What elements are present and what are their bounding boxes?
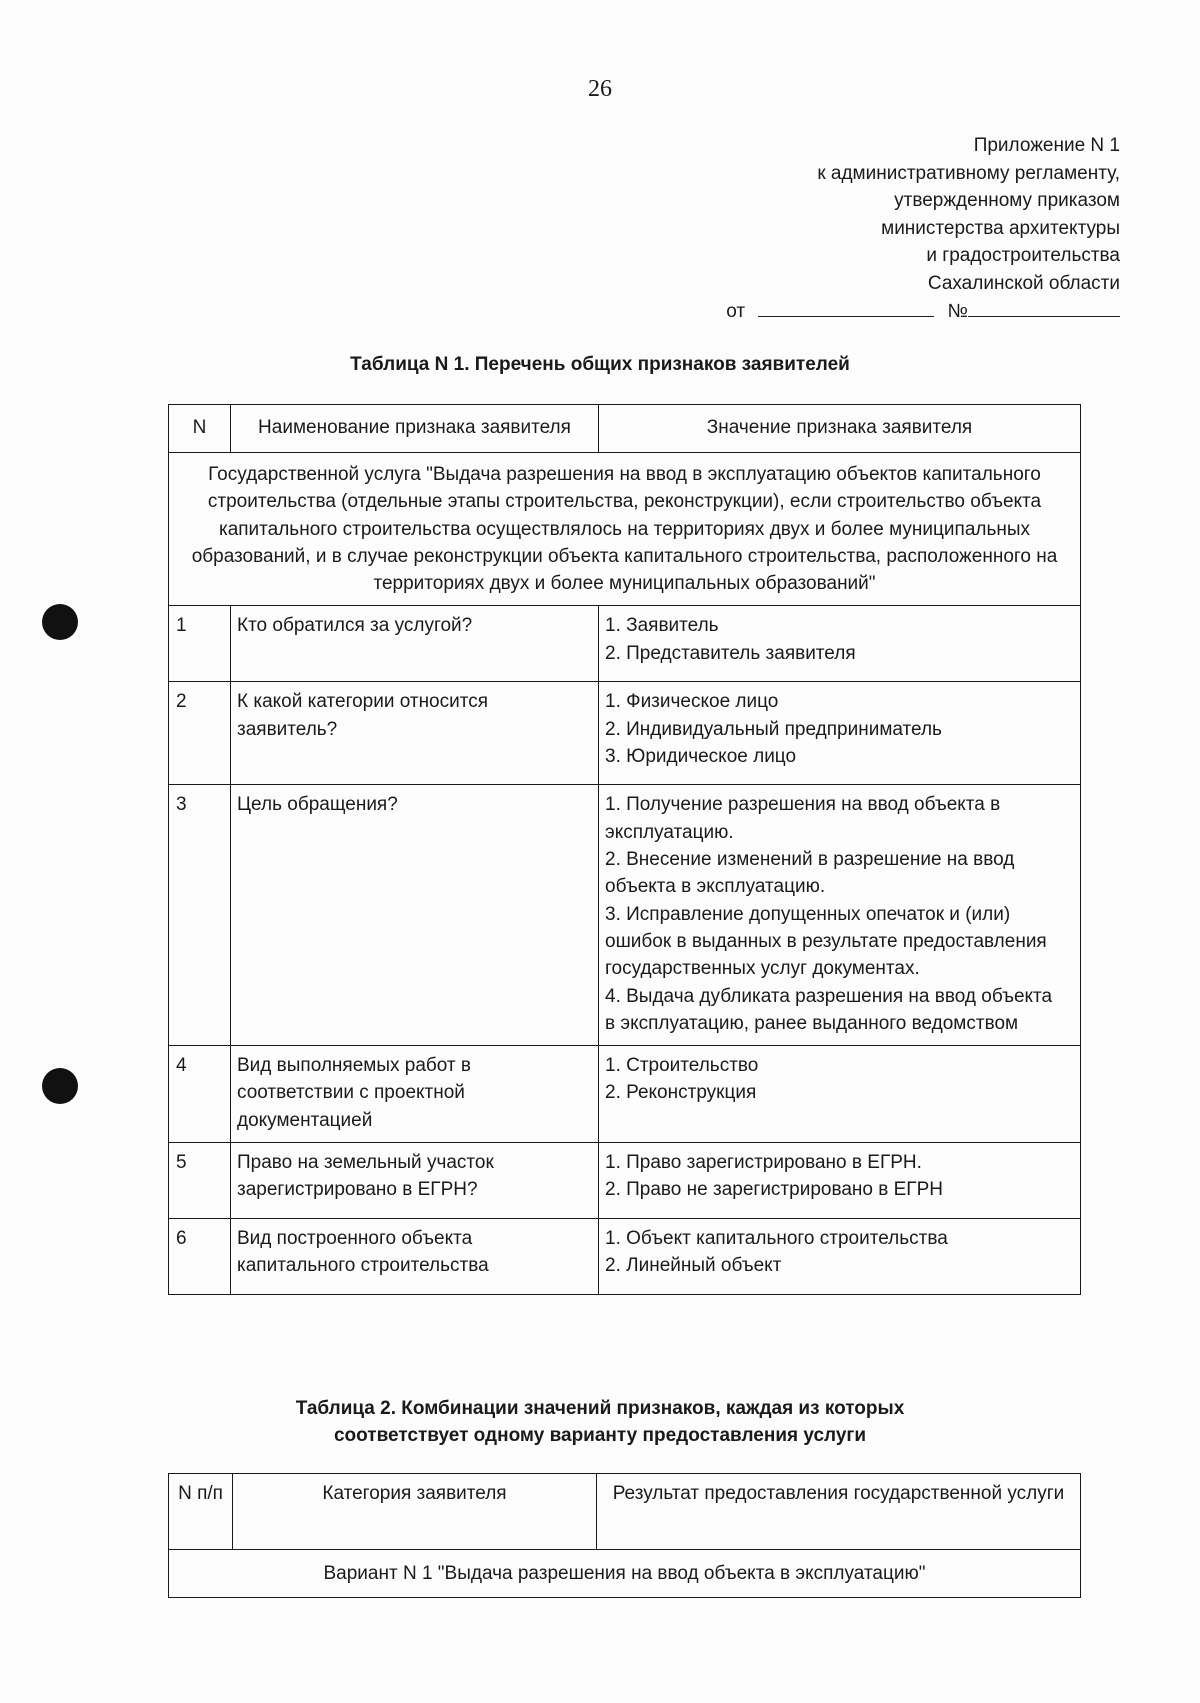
row-number: 5 xyxy=(169,1143,231,1219)
row-number: 3 xyxy=(169,785,231,1046)
column-header-attribute-name: Наименование признака заявителя xyxy=(231,405,599,453)
variant-row xyxy=(169,1550,1081,1598)
table-row xyxy=(169,1143,1081,1219)
table-row xyxy=(169,785,1081,1046)
service-title: Государственной услуга "Выдача разрешения на ввод в эксплуатацию объектов капитального строительства (отдельные этапы строительства, реконструкции), если строительство объекта капитального строительства осуществлялось на территориях двух и более муниципальных образований, и в случае реконструкции объекта капитального строительства, расположенного на территориях двух и более муниципальных образований" xyxy=(169,453,1081,606)
attribute-values xyxy=(599,1143,1081,1219)
table2-caption-line: Таблица 2. Комбинации значений признаков, каждая из которых xyxy=(295,1398,905,1419)
appendix-line: Сахалинской области xyxy=(927,272,1120,294)
attribute-values xyxy=(599,606,1081,682)
table-row xyxy=(169,606,1081,682)
attribute-value: 1. Строительство xyxy=(605,1055,759,1077)
from-label: от xyxy=(726,301,746,322)
table-row xyxy=(169,1046,1081,1143)
appendix-line: и градостроительства xyxy=(926,245,1120,266)
column-header-service-result: Результат предоставления государственной услуги xyxy=(597,1474,1081,1550)
attribute-values xyxy=(599,1046,1081,1143)
attribute-value: 2. Индивидуальный предприниматель xyxy=(605,718,942,740)
punch-hole xyxy=(42,1068,78,1104)
attribute-value: 1. Право зарегистрировано в ЕГРН. xyxy=(605,1152,922,1174)
number-blank xyxy=(968,315,1120,317)
table-row xyxy=(169,682,1081,785)
attribute-value: 1. Получение разрешения на ввод объекта в эксплуатацию. xyxy=(605,794,1001,843)
row-number: 1 xyxy=(169,606,231,682)
number-label: № xyxy=(947,301,968,322)
page-number: 26 xyxy=(588,76,612,102)
table2-caption xyxy=(0,1395,1200,1449)
appendix-line: Приложение N 1 xyxy=(973,135,1120,156)
table1-caption: Таблица N 1. Перечень общих признаков заявителей xyxy=(350,354,850,375)
attribute-value: 3. Исправление допущенных опечаток и (или) ошибок в выданных в результате предоставления государственных услуг документах. xyxy=(605,903,1047,980)
attribute-name: Право на земельный участок зарегистрировано в ЕГРН? xyxy=(231,1143,599,1219)
appendix-line: министерства архитектуры xyxy=(881,217,1120,239)
attribute-value: 2. Линейный объект xyxy=(605,1255,782,1277)
attribute-value: 2. Реконструкция xyxy=(605,1082,757,1104)
attribute-name: Кто обратился за услугой? xyxy=(231,606,599,682)
appendix-header xyxy=(600,132,1120,326)
variant-title: Вариант N 1 "Выдача разрешения на ввод объекта в эксплуатацию" xyxy=(169,1550,1081,1598)
attribute-name: Цель обращения? xyxy=(231,785,599,1046)
column-header-applicant-category: Категория заявителя xyxy=(233,1474,597,1550)
table-value-combinations xyxy=(168,1473,1081,1598)
attribute-name: Вид построенного объекта капитального строительства xyxy=(231,1219,599,1295)
date-blank xyxy=(758,315,934,317)
attribute-values xyxy=(599,682,1081,785)
attribute-values xyxy=(599,785,1081,1046)
table-applicant-attributes xyxy=(168,404,1081,1295)
attribute-value: 2. Представитель заявителя xyxy=(605,642,856,664)
column-header-number: N xyxy=(169,405,231,453)
punch-hole xyxy=(42,604,78,640)
table-header-row xyxy=(169,1474,1081,1550)
date-number-line xyxy=(600,298,1120,326)
attribute-value: 1. Физическое лицо xyxy=(605,691,779,713)
attribute-values xyxy=(599,1219,1081,1295)
attribute-name: Вид выполняемых работ в соответствии с проектной документацией xyxy=(231,1046,599,1143)
row-number: 4 xyxy=(169,1046,231,1143)
column-header-attribute-value: Значение признака заявителя xyxy=(599,405,1081,453)
attribute-value: 1. Заявитель xyxy=(605,615,719,637)
row-number: 6 xyxy=(169,1219,231,1295)
row-number: 2 xyxy=(169,682,231,785)
attribute-value: 4. Выдача дубликата разрешения на ввод объекта в эксплуатацию, ранее выданного ведомством xyxy=(605,985,1053,1034)
attribute-value: 2. Право не зарегистрировано в ЕГРН xyxy=(605,1179,943,1201)
column-header-number: N п/п xyxy=(169,1474,233,1550)
table2-caption-line: соответствует одному варианту предоставления услуги xyxy=(333,1425,867,1446)
table-row xyxy=(169,1219,1081,1295)
attribute-value: 1. Объект капитального строительства xyxy=(605,1228,948,1250)
service-title-row xyxy=(169,453,1081,606)
attribute-value: 2. Внесение изменений в разрешение на ввод объекта в эксплуатацию. xyxy=(605,849,1015,898)
table-header-row xyxy=(169,405,1081,453)
appendix-line: к административному регламенту, xyxy=(817,162,1120,184)
attribute-value: 3. Юридическое лицо xyxy=(605,746,797,768)
attribute-name: К какой категории относится заявитель? xyxy=(231,682,599,785)
appendix-line: утвержденному приказом xyxy=(894,190,1120,211)
